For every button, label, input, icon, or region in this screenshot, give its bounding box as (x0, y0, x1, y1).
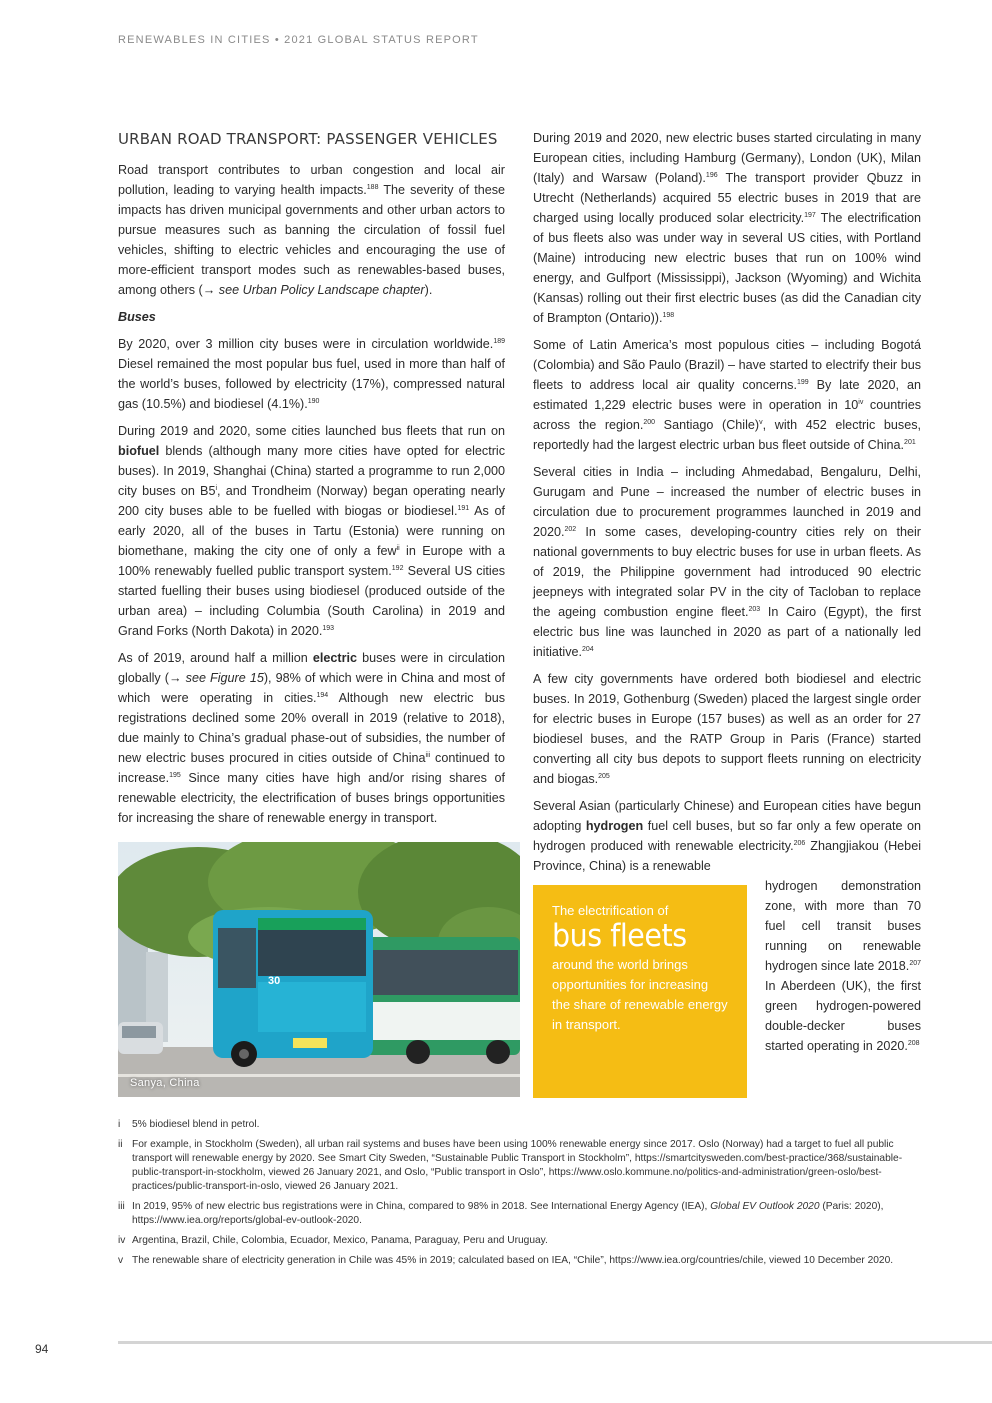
left-column (118, 128, 505, 835)
paragraph: By 2020, over 3 million city buses were in circulation worldwide.$^{189}$ Diesel remained the most popular bus fuel, used in more than half of the world’s buses, followed by electricity (17%), compressed natural gas (10.5%) and biodiesel (4.1%).$^{190}$ (118, 337, 505, 411)
bus-illustration (118, 842, 520, 1097)
page-number: 94 (35, 1342, 49, 1356)
callout-highlight: bus fleets (552, 918, 687, 954)
footnotes (118, 1118, 923, 1274)
figure-reference-link[interactable]: see Figure 15 (181, 671, 264, 685)
subheading-buses: Buses (118, 310, 156, 324)
paragraph-continuation: hydrogen demonstration zone, with more than 70 fuel cell transit buses running on renewable hydrogen since late 2018.$^{207}$ In Aberdeen (UK), the first green hydrogen-powered double-decker buses started operating in 2020.$^{208}$ (765, 879, 921, 1053)
arrow-right-icon: → (202, 283, 216, 297)
pull-quote-callout (533, 885, 747, 1098)
footnote: iv Argentina, Brazil, Chile, Colombia, Ecuador, Mexico, Panama, Paraguay, Peru and Uruguay. (118, 1235, 548, 1246)
footnote: i 5% biodiesel blend in petrol. (118, 1119, 260, 1130)
paragraph: As of 2019, around half a million electric buses were in circulation globally (→ see Figure 15), 98% of which were in China and most of which were operating in cities.$^{194}$ Although new electric bus registrations declined some 20% overall in 2019 (relative to 2018), due mainly to China’s gradual phase-out of subsidies, the number of new electric buses procured in cities outside of China$^{iii}$ continued to increase.$^{195}$ Since many cities have high and/or rising shares of renewable electricity, the electrification of buses brings opportunities for increasing the share of renewable energy in transport. (118, 651, 506, 825)
footnote: ii For example, in Stockholm (Sweden), all urban rail systems and buses have been using 100% renewable energy since 2017. Oslo (Norway) had a target to fuel all public transport will renewable energy by 2020. See Smart City Sweden, “Sustainable Public Transport in Stockholm”, https://smartcitysweden.com/best-practice/368/sustainable-public-transport-in-stockholm, viewed 26 January 2021, and Oslo, “Public transport in Oslo”, https://www.oslo.kommune.no/politics-and-administration/green-oslo/best-practices/public-transport-in-oslo, viewed 26 January 2021. (118, 1139, 903, 1192)
bus-photo (118, 842, 520, 1097)
section-title: URBAN ROAD TRANSPORT: PASSENGER VEHICLES (118, 130, 498, 148)
cross-reference-link[interactable]: see Urban Policy Landscape chapter (215, 283, 425, 297)
intro-paragraph: Road transport contributes to urban congestion and local air pollution, leading to varying health impacts.$^{188}$ The severity of these impacts has driven municipal governments and other urban actors to pursue measures such as banning the circulation of fossil fuel vehicles, shifting to electric vehicles and encouraging the use of more-efficient transport modes such as renewables-based buses, among others (→ see Urban Policy Landscape chapter). (118, 163, 505, 297)
paragraph: Several Asian (particularly Chinese) and European cities have begun adopting hydrogen fuel cell buses, but so far only a few operate on hydrogen produced with renewable electricity.$^{206}$ Zhangjiakou (Hebei Province, China) is a renewable (533, 799, 921, 873)
running-header: RENEWABLES IN CITIES • 2021 GLOBAL STATUS REPORT (118, 34, 479, 46)
paragraph: Some of Latin America’s most populous cities – including Bogotá (Colombia) and São Paulo (Brazil) – have started to electrify their bus fleets to address local air quality concerns.$^{199}$ By late 2020, an estimated 1,229 electric buses were in operation in 10$^{iv}$ countries across the region.$^{200}$ Santiago (Chile)$^v$, with 452 electric buses, reportedly had the largest electric urban bus fleet outside of China.$^{201}$ (533, 338, 921, 452)
footnote: iii In 2019, 95% of new electric bus registrations were in China, compared to 98% in 2018. See International Energy Agency (IEA), Global EV Outlook 2020 (Paris: 2020), https://www.iea.org/reports/global-ev-outlook-2020. (118, 1201, 884, 1226)
footer-rule (118, 1341, 992, 1344)
photo-caption: Sanya, China (130, 1077, 200, 1089)
bus-route-number: 30 (268, 975, 281, 987)
callout-body: around the world brings opportunities for increasing the share of renewable energy in transport. (552, 957, 728, 1032)
paragraph: During 2019 and 2020, some cities launched bus fleets that run on biofuel blends (although many more cities have opted for electric buses). In 2019, Shanghai (China) started a programme to run 2,000 city buses on B5$^i$, and Trondheim (Norway) began operating nearly 200 city buses able to be fuelled with biogas or biodiesel.$^{191}$ As of early 2020, all of the buses in Tartu (Estonia) were running on biomethane, making the city one of only a few$^{ii}$ in Europe with a 100% renewably fuelled public transport system.$^{192}$ Several US cities started fuelling their buses using biodiesel (produced outside of the urban area) – including Columbia (South Carolina) in 2019 and Grand Forks (North Dakota) in 2020.$^{193}$ (118, 424, 506, 638)
callout-intro: The electrification of (552, 903, 669, 918)
footnote: v The renewable share of electricity generation in Chile was 45% in 2019; calculated based on IEA, “Chile”, https://www.iea.org/countries/chile, viewed 10 December 2020. (118, 1255, 894, 1266)
paragraph: During 2019 and 2020, new electric buses started circulating in many European cities, including Hamburg (Germany), London (UK), Milan (Italy) and Warsaw (Poland).$^{196}$ The transport provider Qbuzz in Utrecht (Netherlands) acquired 55 electric buses in 2019 that are charged using locally produced solar electricity.$^{197}$ The electrification of bus fleets also was under way in several US cities, with Portland (Maine) introducing new electric buses that run on 100% wind energy, and Gulfport (Mississippi), Jackson (Wyoming) and Wichita (Kansas) rolling out their first electric buses (as did the Canadian city of Brampton (Ontario)).$^{198}$ (533, 131, 921, 325)
right-column (533, 128, 921, 883)
paragraph: A few city governments have ordered both biodiesel and electric buses. In 2019, Gothenburg (Sweden) placed the largest single order for electric buses in Europe (157 buses) as well as an order for 27 biodiesel buses, and the RATP Group in Paris (France) started converting all city bus depots to support fleets running on electricity and biogas.$^{205}$ (533, 672, 921, 786)
paragraph: Several cities in India – including Ahmedabad, Bengaluru, Delhi, Gurugam and Pune – increased the number of electric buses in circulation due to procurement programmes launched in 2019 and 2020.$^{202}$ In some cases, developing-country cities rely on their national governments to buy electric buses for use in urban fleets. As of 2019, the Philippine government had introduced 90 electric jeepneys with integrated solar PV in the city of Tacloban to replace the ageing combustion engine fleet.$^{203}$ In Cairo (Egypt), the first electric bus line was launched in 2020 as part of a nationally led initiative.$^{204}$ (533, 465, 922, 659)
arrow-right-icon: → (168, 671, 182, 685)
